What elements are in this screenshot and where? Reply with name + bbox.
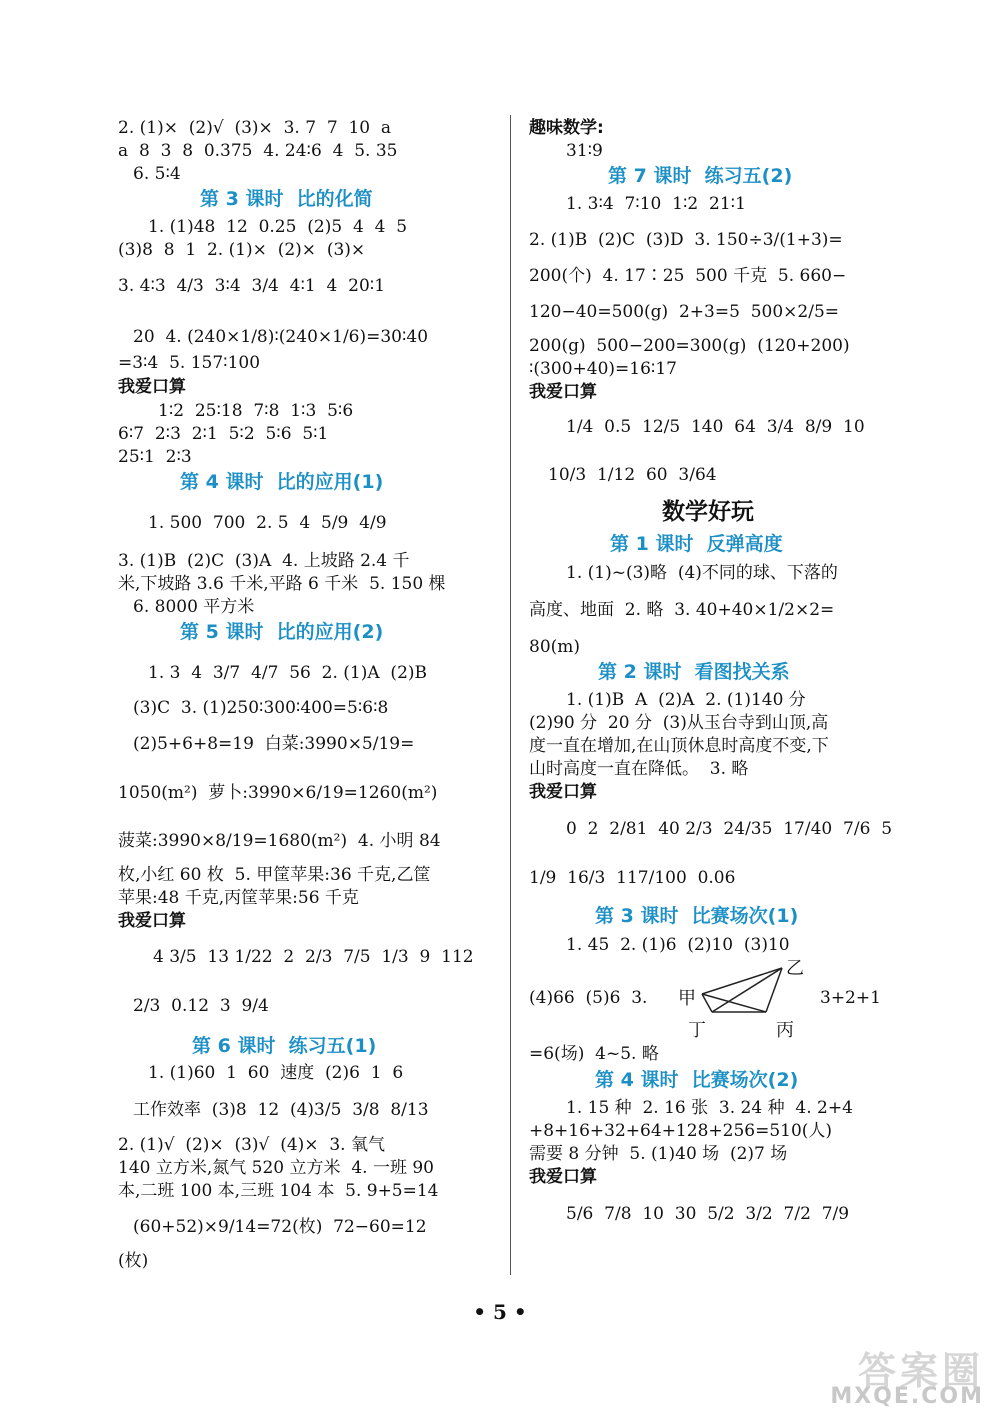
answer-line: 6. 5∶4 xyxy=(133,164,181,184)
page-number: • 5 • xyxy=(473,1300,527,1324)
answer-line: 本,二班 100 本,三班 104 本 5. 9+5=14 xyxy=(118,1181,439,1201)
section-heading: 第 2 课时 看图找关系 xyxy=(598,661,790,683)
subsection-label: 我爱口算 xyxy=(118,911,186,931)
answer-line: 2. (1)√ (2)× (3)√ (4)× 3. 氧气 xyxy=(118,1135,385,1155)
answer-line: ∶(300+40)=16∶17 xyxy=(529,359,677,379)
watermark xyxy=(820,1340,990,1416)
answer-line: 高度、地面 2. 略 3. 40+40×1/2×2= xyxy=(529,600,835,620)
answer-line: =3∶4 5. 157∶100 xyxy=(118,353,261,373)
subsection-label: 我爱口算 xyxy=(118,377,186,397)
answer-line: 枚,小红 60 枚 5. 甲筐苹果:36 千克,乙筐 xyxy=(118,865,431,885)
answer-line: 1∶2 25∶18 7∶8 1∶3 5∶6 xyxy=(158,401,354,421)
edge-yi-bing xyxy=(766,968,782,1012)
answer-line: 80(m) xyxy=(529,637,581,657)
node-yi: 乙 xyxy=(786,958,804,979)
section-heading: 第 5 课时 比的应用(2) xyxy=(180,621,384,643)
answer-line: 1. 3∶4 7∶10 1∶2 21∶1 xyxy=(566,194,746,214)
node-ding: 丁 xyxy=(688,1020,706,1041)
answer-line: 1/9 16/3 117/100 0.06 xyxy=(529,868,736,888)
answer-line: 3. (1)B (2)C (3)A 4. 上坡路 2.4 千 xyxy=(118,551,410,571)
answer-line: (60+52)×9/14=72(枚) 72−60=12 xyxy=(133,1217,427,1237)
edge-jia-bing xyxy=(702,994,766,1012)
answer-line: 2. (1)B (2)C (3)D 3. 150÷3/(1+3)= xyxy=(529,230,843,250)
answer-line: (枚) xyxy=(118,1251,149,1271)
subsection-label: 我爱口算 xyxy=(529,782,597,802)
watermark-text: 答案圈 xyxy=(857,1349,984,1393)
subsection-label: 我爱口算 xyxy=(529,382,597,402)
answer-line: 菠菜:3990×8/19=1680(m²) 4. 小明 84 xyxy=(118,831,441,851)
section-heading: 第 3 课时 比赛场次(1) xyxy=(595,905,799,927)
answer-line: 米,下坡路 3.6 千米,平路 6 千米 5. 150 棵 xyxy=(118,574,446,594)
section-heading: 第 6 课时 练习五(1) xyxy=(192,1035,377,1057)
answer-line: 140 立方米,氮气 520 立方米 4. 一班 90 xyxy=(118,1158,434,1178)
section-heading: 第 1 课时 反弹高度 xyxy=(610,533,783,555)
answer-line: 200(g) 500−200=300(g) (120+200) xyxy=(529,336,850,356)
section-heading: 第 7 课时 练习五(2) xyxy=(608,165,793,187)
watermark-url: MXQE.COM xyxy=(830,1384,984,1409)
edge-jia-yi xyxy=(702,968,782,994)
answer-line: 1. (1)60 1 60 速度 (2)6 1 6 xyxy=(148,1063,404,1083)
answer-line: 2/3 0.12 3 9/4 xyxy=(133,996,269,1016)
subsection-label: 趣味数学: xyxy=(529,118,604,138)
answer-line: 1. 500 700 2. 5 4 5/9 4/9 xyxy=(148,513,387,533)
subsection-label: 我爱口算 xyxy=(529,1167,597,1187)
answer-line: 5/6 7/8 10 30 5/2 3/2 7/2 7/9 xyxy=(566,1204,850,1224)
answer-line: 3. 4∶3 4/3 3∶4 3/4 4∶1 4 20∶1 xyxy=(118,276,386,296)
section-heading: 第 3 课时 比的化简 xyxy=(200,188,373,210)
answer-line: =6(场) 4~5. 略 xyxy=(529,1044,659,1064)
answer-line: 3+2+1 xyxy=(820,988,881,1008)
answer-line: 1. 45 2. (1)6 (2)10 (3)10 xyxy=(566,935,790,955)
answer-line: 1/4 0.5 12/5 140 64 3/4 8/9 10 xyxy=(566,417,865,437)
answer-line: 31∶9 xyxy=(566,141,603,161)
answer-line: +8+16+32+64+128+256=510(人) xyxy=(529,1121,833,1141)
edge-yi-ding xyxy=(712,968,782,1012)
answer-line: (2)5+6+8=19 白菜:3990×5/19= xyxy=(133,734,415,754)
answer-line: 1050(m²) 萝卜:3990×6/19=1260(m²) xyxy=(118,783,438,803)
section-heading: 第 4 课时 比的应用(1) xyxy=(180,471,384,493)
answer-line: 6∶7 2∶3 2∶1 5∶2 5∶6 5∶1 xyxy=(118,424,329,444)
answer-line: 0 2 2/81 40 2/3 24/35 17/40 7/6 5 xyxy=(566,819,893,839)
unit-title: 数学好玩 xyxy=(662,499,754,525)
answer-line: a 8 3 8 0.375 4. 24∶6 4 5. 35 xyxy=(118,141,398,161)
answer-line: 4 3/5 13 1/22 2 2/3 7/5 1/3 9 112 xyxy=(153,947,474,967)
answer-line: (2)90 分 20 分 (3)从玉台寺到山顶,高 xyxy=(529,713,829,733)
node-jia: 甲 xyxy=(678,988,696,1009)
answer-line: 度一直在增加,在山顶休息时高度不变,下 xyxy=(529,736,829,756)
column-divider xyxy=(510,115,511,1275)
answer-line: 山时高度一直在降低。 3. 略 xyxy=(529,759,749,779)
section-heading: 第 4 课时 比赛场次(2) xyxy=(595,1069,799,1091)
match-diagram xyxy=(700,966,790,1016)
answer-line: 20 4. (240×1/8)∶(240×1/6)=30∶40 xyxy=(133,327,429,347)
answer-line: (4)66 (5)6 3. xyxy=(529,988,648,1008)
answer-line: 200(个) 4. 17∶25 500 千克 5. 660− xyxy=(529,266,847,286)
answer-line: (3)C 3. (1)250∶300∶400=5∶6∶8 xyxy=(133,698,389,718)
answer-line: 1. (1)B A (2)A 2. (1)140 分 xyxy=(566,690,806,710)
answer-line: 120−40=500(g) 2+3=5 500×2/5= xyxy=(529,302,840,322)
answer-line: 10/3 1/12 60 3/64 xyxy=(548,465,717,485)
answer-line: 1. 3 4 3/7 4/7 56 2. (1)A (2)B xyxy=(148,663,428,683)
answer-line: 25∶1 2∶3 xyxy=(118,447,192,467)
node-bing: 丙 xyxy=(776,1020,794,1041)
answer-line: 苹果:48 千克,丙筐苹果:56 千克 xyxy=(118,888,359,908)
answer-line: 1. (1)~(3)略 (4)不同的球、下落的 xyxy=(566,563,838,583)
answer-line: 工作效率 (3)8 12 (4)3/5 3/8 8/13 xyxy=(133,1100,429,1120)
answer-line: 需要 8 分钟 5. (1)40 场 (2)7 场 xyxy=(529,1144,788,1164)
answer-line: 1. 15 种 2. 16 张 3. 24 种 4. 2+4 xyxy=(566,1098,853,1118)
answer-line: 2. (1)× (2)√ (3)× 3. 7 7 10 a xyxy=(118,118,392,138)
answer-line: 6. 8000 平方米 xyxy=(133,597,255,617)
answer-line: 1. (1)48 12 0.25 (2)5 4 4 5 xyxy=(148,217,408,237)
answer-line: (3)8 8 1 2. (1)× (2)× (3)× xyxy=(118,240,366,260)
